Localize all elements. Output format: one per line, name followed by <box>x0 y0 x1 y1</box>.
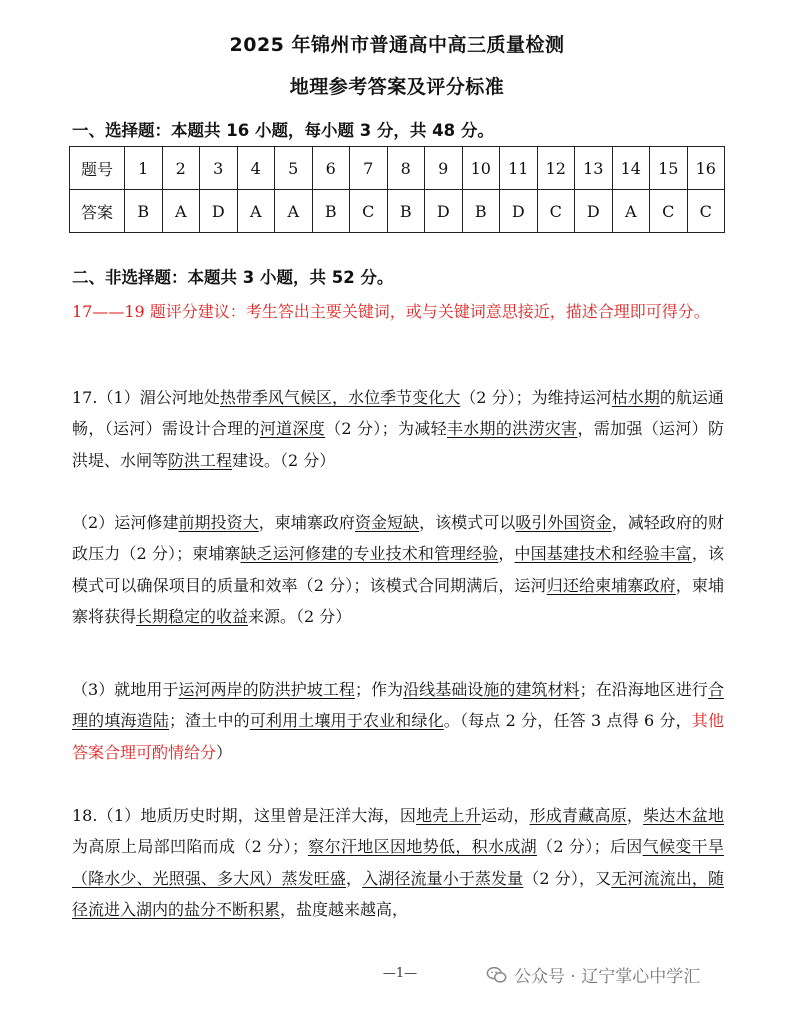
q17-part1 <box>72 382 724 476</box>
text-run: 来源。（2 分） <box>248 606 352 626</box>
key-phrase: 沿线基础设施的建筑材料 <box>403 680 580 699</box>
answer-cell: A <box>162 190 200 233</box>
answer-cell: C <box>687 190 725 233</box>
scoring-note: 17——19 题评分建议：考生答出主要关键词，或与关键词意思接近，描述合理即可得分。 <box>72 302 710 321</box>
key-phrase: 运河两岸的防洪护坡工程 <box>178 680 355 699</box>
key-phrase: 缺乏运河修建的专业技术和管理经验 <box>240 544 499 564</box>
text-run: （3）就地用于 <box>72 680 179 699</box>
text-run: ， <box>498 544 515 564</box>
key-phrase: 中国基建技术和经验丰富 <box>514 544 692 564</box>
scoring-remark: 其他答案合理可酌情给分 <box>72 711 724 762</box>
text-run: 建设。（2 分） <box>232 450 336 470</box>
answer-cell: D <box>500 190 538 233</box>
key-phrase: 资金短缺 <box>354 513 420 532</box>
text-run: ， <box>345 868 363 888</box>
text-run: ， <box>626 806 644 825</box>
question-number-cell: 1 <box>125 147 163 190</box>
key-phrase: 防洪工程 <box>168 450 233 470</box>
q17-part2 <box>72 507 724 632</box>
document-title: 2025 年锦州市普通高中高三质量检测 <box>229 34 565 56</box>
key-phrase: 地壳上升 <box>416 806 481 825</box>
question-number-cell: 5 <box>275 147 313 190</box>
text-run: 的航运通畅，（运河）需设计合理的 <box>72 388 724 439</box>
text-run: ，该模式可以 <box>419 513 516 532</box>
watermark-text: 公众号 · 辽宁掌心中学汇 <box>514 967 701 987</box>
text-run: ，盐度越来越高， <box>280 899 409 919</box>
answer-cell: C <box>537 190 575 233</box>
answer-table <box>69 146 725 233</box>
answer-cell: B <box>312 190 350 233</box>
text-run: ） <box>216 742 233 762</box>
key-phrase: 前期投资大 <box>178 513 259 532</box>
text-run: 。（每点 2 分，任答 3 点得 6 分， <box>443 711 692 731</box>
text-run: 17.（1）湄公河地处 <box>72 388 220 407</box>
answer-cell: D <box>575 190 613 233</box>
key-phrase: 归还给柬埔寨政府 <box>546 575 676 595</box>
wechat-icon <box>486 964 508 986</box>
section1-heading: 一、选择题：本题共 16 小题，每小题 3 分，共 48 分。 <box>72 121 494 140</box>
question-number-cell: 15 <box>650 147 688 190</box>
watermark <box>486 962 700 987</box>
key-phrase: 察尔汗地区因地势低，积水成湖 <box>307 837 537 857</box>
q17-part3 <box>72 674 724 768</box>
table-row-numbers <box>70 147 725 190</box>
text-run: ；作为 <box>354 680 404 699</box>
key-phrase: 吸引外国资金 <box>515 513 612 532</box>
question-number-cell: 7 <box>350 147 388 190</box>
text-run: （2 分）；为减轻 <box>325 419 447 439</box>
question-number-cell: 4 <box>237 147 275 190</box>
answer-cell: A <box>612 190 650 233</box>
text-run: 运动， <box>480 806 530 825</box>
question-number-cell: 6 <box>312 147 350 190</box>
question-number-cell: 11 <box>500 147 538 190</box>
text-run: （2 分）；为维持运河 <box>460 388 612 407</box>
key-phrase: 枯水期 <box>611 388 660 407</box>
text-run: 18.（1）地质历史时期，这里曾是汪洋大海，因 <box>72 806 417 825</box>
answer-cell: A <box>275 190 313 233</box>
answer-cell: B <box>125 190 163 233</box>
text-run: （2）运河修建 <box>72 513 179 532</box>
answer-cell: C <box>650 190 688 233</box>
answer-cell: B <box>387 190 425 233</box>
question-number-cell: 13 <box>575 147 613 190</box>
answer-cell: B <box>462 190 500 233</box>
text-run: ；渣土中的 <box>168 711 250 731</box>
key-phrase: 丰水期的洪涝灾害 <box>446 419 578 439</box>
question-number-cell: 9 <box>425 147 463 190</box>
table-row-answers <box>70 190 725 233</box>
text-run: ；在沿海地区进行 <box>579 680 708 699</box>
text-run: ，该模式可以确保项目的质量和效率（2 分）；该模式合同期满后，运河 <box>72 544 724 595</box>
page-number: —1— <box>382 966 418 981</box>
key-phrase: 入湖径流量小于蒸发量 <box>362 868 524 888</box>
section2-heading: 二、非选择题：本题共 3 小题，共 52 分。 <box>72 268 394 287</box>
question-number-cell: 3 <box>200 147 238 190</box>
key-phrase: 可利用土壤用于农业和绿化 <box>249 711 444 731</box>
question-number-cell: 12 <box>537 147 575 190</box>
question-number-cell: 2 <box>162 147 200 190</box>
answer-cell: C <box>350 190 388 233</box>
text-run: ，减轻政府的财政压力（2 分）；柬埔寨 <box>72 513 724 564</box>
text-run: ，需加强（运河）防洪堤、水闸等 <box>72 419 724 470</box>
key-phrase: 热带季风气候区，水位季节变化大 <box>219 388 461 407</box>
key-phrase: 合理的填海造陆 <box>72 680 724 731</box>
key-phrase: 气候变干旱（降水少、光照强、多大风）蒸发旺盛 <box>72 837 724 888</box>
key-phrase: 无河流流出，随径流进入湖内的盐分不断积累 <box>72 868 724 919</box>
text-run: ，柬埔寨将获得 <box>72 575 724 626</box>
key-phrase: 柴达木盆地 <box>643 806 724 825</box>
text-run: （2 分）；后因 <box>537 837 643 857</box>
text-run: 为高原上局部凹陷而成（2 分）； <box>72 837 308 857</box>
key-phrase: 长期稳定的收益 <box>136 606 249 626</box>
question-number-cell: 8 <box>387 147 425 190</box>
question-number-cell: 16 <box>687 147 725 190</box>
table-row-label: 题号 <box>70 147 125 190</box>
document-subtitle: 地理参考答案及评分标准 <box>289 76 505 98</box>
text-run: ，柬埔寨政府 <box>258 513 355 532</box>
text-run: （2 分），又 <box>523 868 612 888</box>
key-phrase: 形成青藏高原 <box>529 806 627 825</box>
key-phrase: 河道深度 <box>259 419 326 439</box>
answer-cell: D <box>425 190 463 233</box>
question-number-cell: 14 <box>612 147 650 190</box>
table-row-label: 答案 <box>70 190 125 233</box>
answer-cell: A <box>237 190 275 233</box>
q18-part1 <box>72 800 724 925</box>
question-number-cell: 10 <box>462 147 500 190</box>
answer-cell: D <box>200 190 238 233</box>
